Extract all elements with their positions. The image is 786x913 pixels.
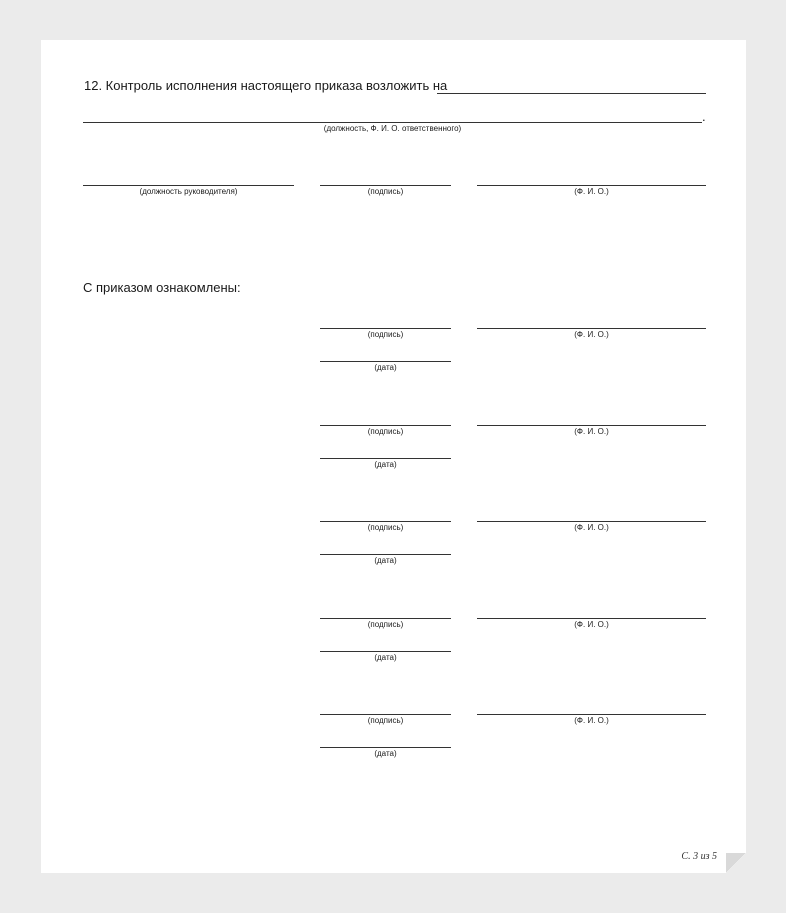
ack-signature-line	[320, 328, 451, 329]
ack-name-caption: (Ф. И. О.)	[574, 620, 609, 629]
ack-name-line	[477, 328, 706, 329]
ack-date-line	[320, 651, 451, 652]
ack-date-line	[320, 458, 451, 459]
ack-signature-caption: (подпись)	[367, 330, 404, 339]
head-name-caption: (Ф. И. О.)	[574, 187, 609, 196]
acknowledgement-title: С приказом ознакомлены:	[83, 280, 241, 295]
ack-signature-caption: (подпись)	[367, 523, 404, 532]
ack-date-caption: (дата)	[374, 749, 397, 758]
ack-date-caption: (дата)	[374, 363, 397, 372]
ack-date-caption: (дата)	[374, 556, 397, 565]
clause-text: 12. Контроль исполнения настоящего приказа возложить на	[84, 78, 448, 93]
page-number: С. 3 из 5	[681, 851, 717, 862]
ack-signature-caption: (подпись)	[367, 620, 404, 629]
responsible-line-1	[437, 93, 706, 94]
ack-name-line	[477, 714, 706, 715]
ack-signature-line	[320, 714, 451, 715]
ack-date-caption: (дата)	[374, 460, 397, 469]
ack-name-line	[477, 521, 706, 522]
head-signature-caption: (подпись)	[367, 187, 404, 196]
head-position-caption: (должность руководителя)	[139, 187, 238, 196]
head-position-line	[83, 185, 294, 186]
ack-name-line	[477, 618, 706, 619]
ack-date-line	[320, 554, 451, 555]
ack-name-line	[477, 425, 706, 426]
ack-name-caption: (Ф. И. О.)	[574, 330, 609, 339]
responsible-line-2	[83, 122, 702, 123]
ack-date-line	[320, 361, 451, 362]
responsible-caption: (должность, Ф. И. О. ответственного)	[323, 124, 462, 133]
page-curl-corner	[726, 853, 746, 873]
ack-name-caption: (Ф. И. О.)	[574, 427, 609, 436]
document-page	[41, 40, 746, 873]
ack-date-line	[320, 747, 451, 748]
ack-name-caption: (Ф. И. О.)	[574, 716, 609, 725]
ack-signature-line	[320, 425, 451, 426]
ack-date-caption: (дата)	[374, 653, 397, 662]
ack-signature-line	[320, 618, 451, 619]
ack-signature-caption: (подпись)	[367, 716, 404, 725]
head-name-line	[477, 185, 706, 186]
ack-signature-caption: (подпись)	[367, 427, 404, 436]
ack-signature-line	[320, 521, 451, 522]
head-signature-line	[320, 185, 451, 186]
end-punctuation: .	[702, 109, 706, 124]
ack-name-caption: (Ф. И. О.)	[574, 523, 609, 532]
